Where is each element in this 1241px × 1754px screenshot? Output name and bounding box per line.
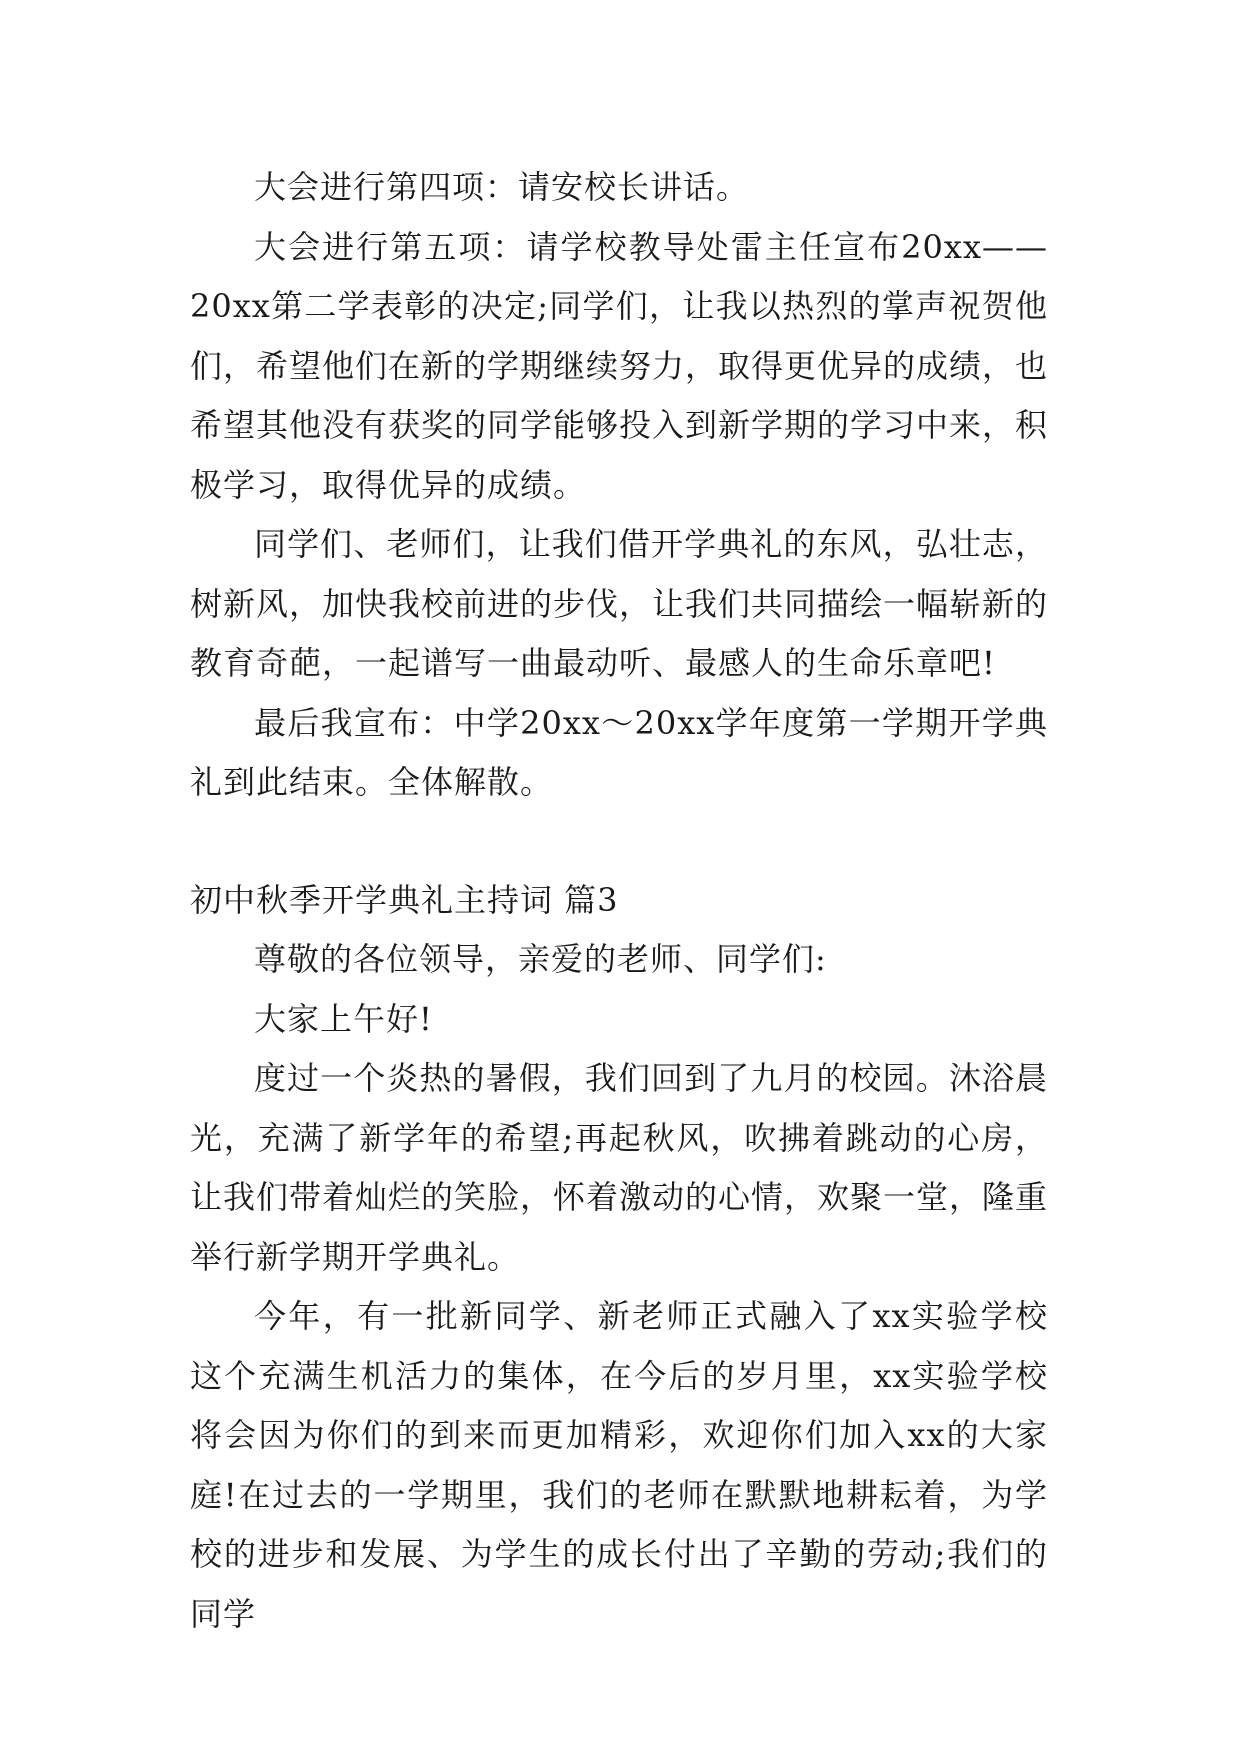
paragraph-closing-call: 同学们、老师们，让我们借开学典礼的东风，弘壮志，树新风，加快我校前进的步伐，让我们共同描绘一幅崭新的教育奇葩，一起谱写一曲最动听、最感人的生命乐章吧! <box>190 525 1049 682</box>
paragraph-closing-announcement: 最后我宣布：中学20xx～20xx学年度第一学期开学典礼到此结束。全体解散。 <box>190 703 1048 801</box>
paragraph-greeting: 大家上午好! <box>254 999 433 1038</box>
paragraph-salutation: 尊敬的各位领导，亲爱的老师、同学们: <box>254 940 827 978</box>
paragraph-item-5: 大会进行第五项：请学校教导处雷主任宣布20xx——20xx第二学表彰的决定;同学们，让我以热烈的掌声祝贺他们，希望他们在新的学期继续努力，取得更优异的成绩，也希望其他没有获奖的同学能够投入到新学期的学习中来，积极学习，取得优异的成绩。 <box>190 227 1049 504</box>
paragraph-welcome: 今年，有一批新同学、新老师正式融入了xx实验学校这个充满生机活力的集体，在今后的岁月里，xx实验学校将会因为你们的到来而更加精彩，欢迎你们加入xx的大家庭!在过去的一学期里，我们的老师在默默地耕耘着，为学校的进步和发展、为学生的成长付出了辛勤的劳动;我们的同学 <box>190 1297 1048 1633</box>
paragraph-opening: 度过一个炎热的暑假，我们回到了九月的校园。沐浴晨光，充满了新学年的希望;再起秋风，吹拂着跳动的心房，让我们带着灿烂的笑脸，怀着激动的心情，欢聚一堂，隆重举行新学期开学典礼。 <box>190 1059 1049 1276</box>
document-body <box>190 158 1048 1644</box>
paragraph-item-4: 大会进行第四项：请安校长讲话。 <box>254 168 750 206</box>
section-heading: 初中秋季开学典礼主持词 篇3 <box>190 880 619 919</box>
